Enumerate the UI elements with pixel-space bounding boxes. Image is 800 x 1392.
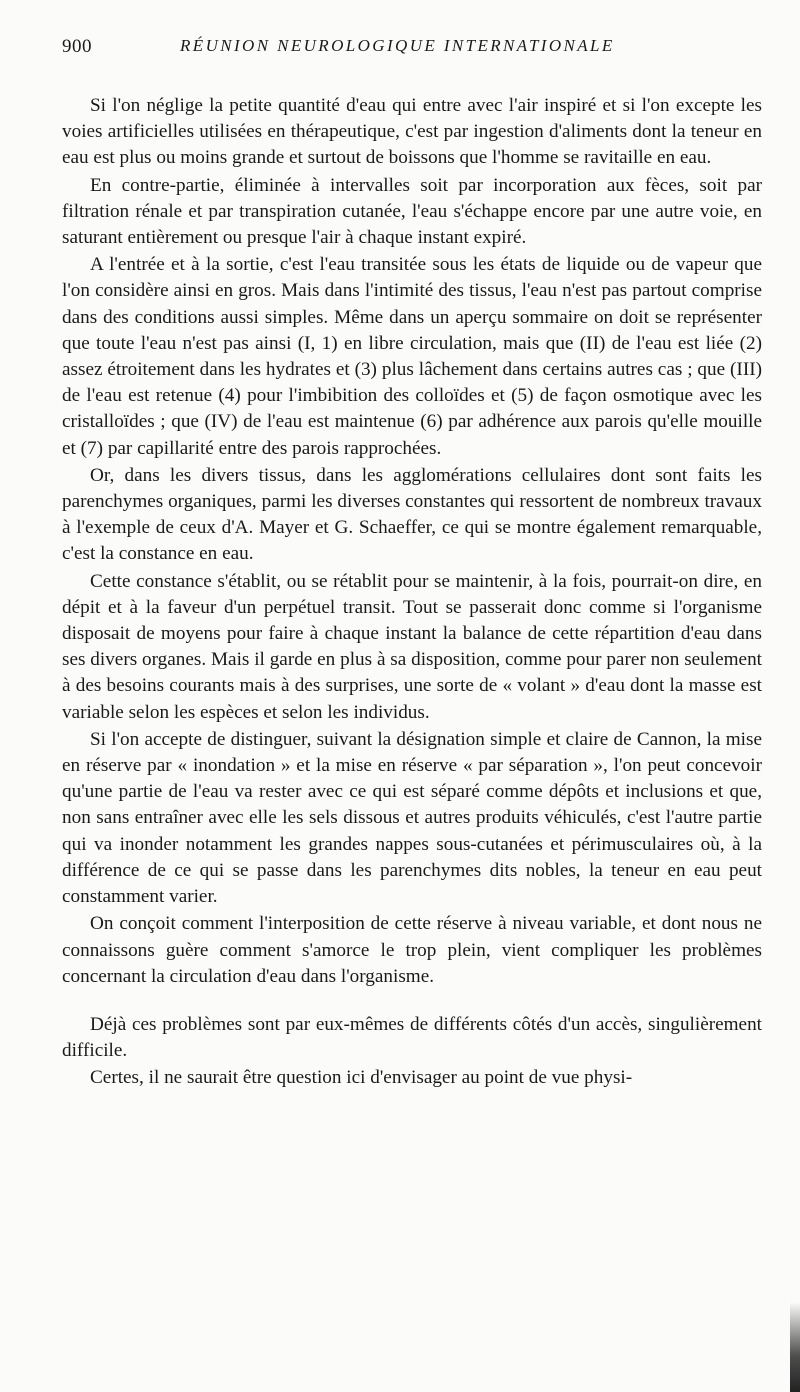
page-header [62,36,772,64]
paragraph-4: Or, dans les divers tissus, dans les agglomérations cellulaires dont sont faits les parenchymes organiques, parmi les diverses constantes qui ressortent de nombreux travaux à l'exemple de ceux d'A. Mayer et G. Schaeffer, ce qui se montre également remarquable, c'est la constance en eau. [62,464,762,565]
paragraph-3: A l'entrée et à la sortie, c'est l'eau transitée sous les états de liquide ou de vapeur que l'on considère ainsi en gros. Mais dans l'intimité des tissus, l'eau n'est pas partout comprise dans des conditions aussi simples. Même dans un aperçu sommaire on doit se représenter que toute l'eau n'est pas ainsi (I, 1) en libre circulation, mais que (II) de l'eau est liée (2) assez étroitement dans les hydrates et (3) plus lâchement dans certains autres cas ; que (III) de l'eau est retenue (4) pour l'imbibition des colloïdes et (5) de façon osmotique avec les cristalloïdes ; que (IV) de l'eau est maintenue (6) par adhérence aux parois qu'elle mouille et (7) par capillarité entre des parois rapprochées. [62,254,762,459]
paragraph-6: Si l'on accepte de distinguer, suivant la désignation simple et claire de Cannon, la mise en réserve par « inondation » et la mise en réserve « par séparation », l'on peut concevoir qu'une partie de l'eau va rester avec ce qui est séparé comme dépôts et inclusions et que, non sans entraîner avec elle les sels dissous et autres produits véhiculés, c'est l'autre partie qui va inonder notamment les grandes nappes sous-cutanées et périmusculaires où, à la différence de ce qui se passe dans les parenchymes dits nobles, la teneur en eau peut constamment varier. [62,728,762,908]
paragraph-7: On conçoit comment l'interposition de cette réserve à niveau variable, et dont nous ne connaissons guère comment s'amorce le trop plein, vient compliquer les problèmes concernant la circulation d'eau dans l'organisme. [62,913,762,987]
paragraph-9: Certes, il ne saurait être question ici d'envisager au point de vue physi- [90,1067,633,1089]
page-edge-shadow [790,1302,800,1392]
paragraph-2: En contre-partie, éliminée à intervalles soit par incorporation aux fèces, soit par filtration rénale et par transpiration cutanée, l'eau s'échappe encore par une autre voie, en saturant entièrement ou presque l'air à chaque instant expiré. [62,174,762,249]
paragraph-8: Déjà ces problèmes sont par eux-mêmes de différents côtés d'un accès, singulièrement difficile. [62,1013,762,1062]
running-head: RÉUNION NEUROLOGIQUE INTERNATIONALE [180,36,615,55]
paragraph-5: Cette constance s'établit, ou se rétablit pour se maintenir, à la fois, pourrait-on dire, en dépit et à la faveur d'un perpétuel transit. Tout se passerait donc comme si l'organisme disposait de moyens pour faire à chaque instant la balance de cette répartition d'eau dans ses divers organes. Mais il garde en plus à sa disposition, comme pour parer non seulement à des besoins courants mais à des surprises, une sorte de « volant » d'eau dont la masse est variable selon les espèces et selon les individus. [62,570,762,723]
body-text [62,93,762,1093]
paragraph-1: Si l'on néglige la petite quantité d'eau qui entre avec l'air inspiré et si l'on excepte les voies artificielles utilisées en thérapeutique, c'est par ingestion d'aliments dont la teneur en eau est plus ou moins grande et surtout de boissons que l'homme se ravitaille en eau. [62,95,762,169]
page-number: 900 [62,36,92,57]
